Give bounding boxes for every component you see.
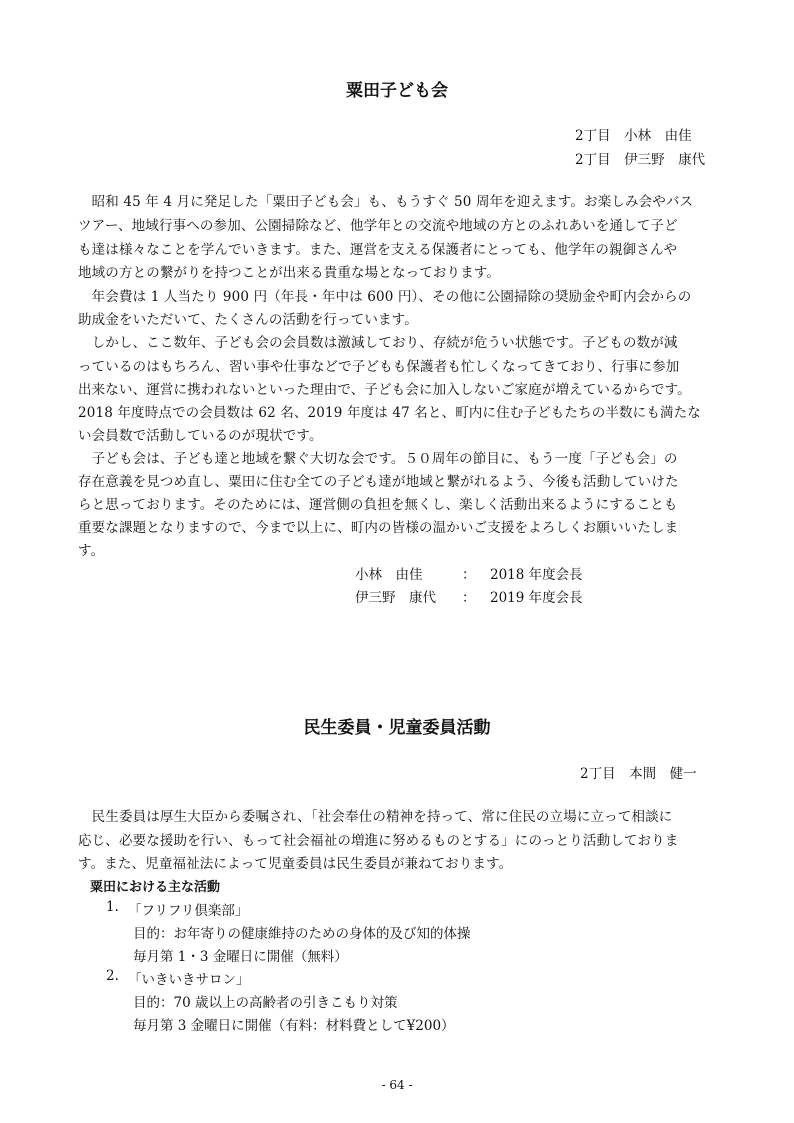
body-line: い会員数で活動しているのが現状です。	[78, 428, 323, 444]
activity-schedule: 毎月第 3 金曜日に開催（有料：材料費として¥200）	[133, 1018, 455, 1034]
signature-role: 2018 年度会長	[490, 567, 583, 583]
activities-heading: 粟田における主な活動	[90, 880, 221, 895]
section1-title: 粟田子ども会	[346, 81, 448, 101]
body-line: 重要な課題となりますので、今まで以上に、町内の皆様の温かいご支援をよろしくお願いいたしま	[78, 520, 679, 536]
body-line: 2018 年度時点での会員数は 62 名、2019 年度は 47 名と、町内に住む子どもたちの半数にも満たな	[78, 405, 701, 421]
section2-author: 2丁目 本間 健一	[580, 766, 697, 782]
signature-name: 伊三野 康代	[355, 590, 436, 606]
body-line: ツアー、地域行事への参加、公園掃除など、他学年との交流や地域の方とのふれあいを通して子ど	[78, 218, 678, 234]
body-line: す。また、児童福祉法によって児童委員は民生委員が兼ねております。	[78, 856, 513, 872]
body-line: しかし、ここ数年、子ども会の会員数は激減しており、存続が危うい状態です。子どもの数が減	[78, 335, 678, 351]
section1-author-2: 2丁目 伊三野 康代	[575, 152, 706, 168]
activity-number: 1.	[106, 899, 119, 915]
activity-number: 2.	[106, 968, 119, 984]
activity-name: 「フリフリ倶楽部」	[128, 903, 249, 919]
activity-purpose: 目的：70 歳以上の高齢者の引きこもり対策	[133, 995, 398, 1011]
body-line: 存在意義を見つめ直し、粟田に住む全ての子ども達が地域と繋がれるよう、今後も活動していけた	[78, 474, 679, 490]
body-line: っているのはもちろん、習い事や仕事などで子どもも保護者も忙しくなってきており、行事に参加	[78, 359, 680, 375]
body-line: 助成金をいただいて、たくさんの活動を行っています。	[78, 312, 418, 328]
signature-separator: ：	[462, 590, 476, 606]
signature-separator: ：	[462, 567, 476, 583]
activity-name: 「いきいきサロン」	[128, 972, 250, 988]
signature-name: 小林 由佳	[355, 567, 423, 583]
section1-author-1: 2丁目 小林 由佳	[575, 128, 692, 144]
body-line: す。	[78, 543, 105, 559]
body-line: 民生委員は厚生大臣から委嘱され、「社会奉仕の精神を持って、常に住民の立場に立って相談に	[78, 809, 673, 825]
body-line: 地域の方との繋がりを持つことが出来る貴重な場となっております。	[78, 265, 501, 281]
body-line: も達は様々なことを学んでいきます。また、運営を支える保護者にとっても、他学年の親御さんや	[78, 242, 678, 258]
body-line: 応じ、必要な援助を行い、もって社会福祉の増進に努めるものとする」にのっとり活動しておりま	[78, 833, 679, 849]
activity-schedule: 毎月第 1・3 金曜日に開催（無料）	[133, 949, 348, 965]
body-line: 出来ない、運営に携われないといった理由で、子ども会に加入しないご家庭が増えているからです。	[78, 382, 691, 398]
signature-role: 2019 年度会長	[490, 590, 583, 606]
body-line: らと思っております。そのためには、運営側の負担を無くし、楽しく活動出来るようにすることも	[78, 497, 678, 513]
page-number: - 64 -	[381, 1078, 413, 1092]
section2-title: 民生委員・児童委員活動	[303, 718, 491, 738]
body-line: 昭和 45 年 4 月に発足した「粟田子ども会」も、もうすぐ 50 周年を迎えます。お楽しみ会やバス	[78, 194, 694, 210]
activity-purpose: 目的：お年寄りの健康維持のための身体的及び知的体操	[133, 926, 471, 942]
body-line: 年会費は 1 人当たり 900 円（年長・年中は 600 円）、その他に公園掃除の奨励金や町内会からの	[78, 289, 692, 305]
body-line: 子ども会は、子ども達と地域を繋ぐ大切な会です。５０周年の節目に、もう一度「子ども会」の	[78, 451, 678, 467]
